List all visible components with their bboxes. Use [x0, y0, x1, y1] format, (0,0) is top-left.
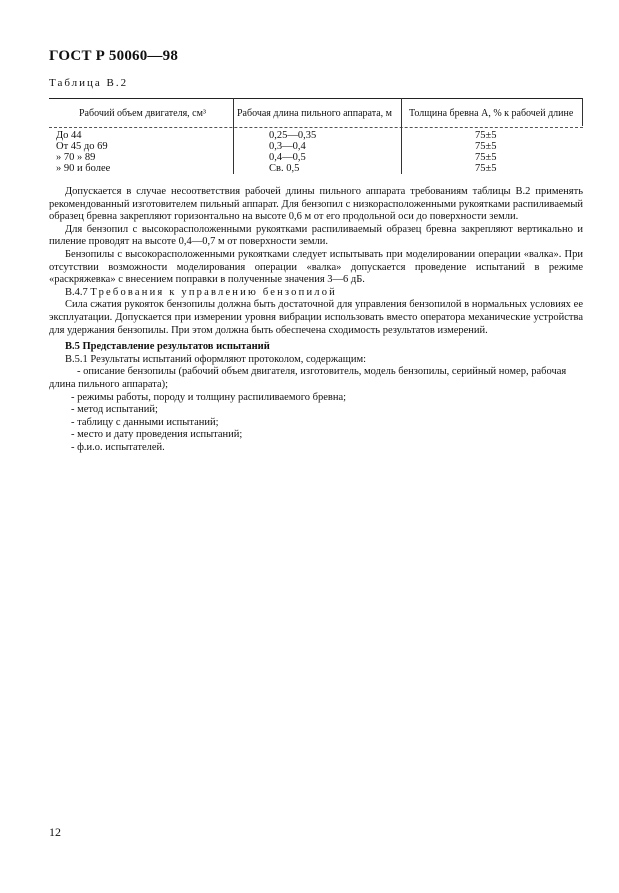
data-table — [49, 96, 583, 176]
table-cell: » 90 и более — [56, 163, 111, 174]
table-cell: До 44 — [56, 130, 82, 141]
table-top-rule — [49, 98, 583, 99]
table-cell: От 45 до 69 — [56, 141, 108, 152]
table-caption: Таблица В.2 — [49, 77, 129, 89]
table-cell: Св. 0,5 — [269, 163, 300, 174]
table-cell: 75±5 — [475, 130, 497, 141]
list-item: - таблицу с данными испытаний; — [71, 416, 219, 428]
table-header-engine-volume: Рабочий объем двигателя, см³ — [79, 108, 206, 119]
protocol-contents-list — [49, 366, 583, 454]
table-cell: 75±5 — [475, 152, 497, 163]
table-column-divider — [582, 98, 583, 126]
table-cell: 0,3—0,4 — [269, 141, 306, 152]
body-text — [49, 186, 583, 454]
paragraph-handle-grip: Сила сжатия рукояток бензопилы должна быть достаточной для управления бензопилой в нормальных условиях ее эксплуатации. Допускается при измерении уровня вибрации использовать вместо оператора механические устройства для удержания бензопилы. При этом должна быть обеспечена сходимость результатов измерений. — [49, 299, 583, 336]
list-item: - режимы работы, породу и толщину распиливаемого бревна; — [71, 391, 347, 403]
table-row — [49, 163, 583, 175]
list-item: - место и дату проведения испытаний; — [71, 429, 243, 441]
section-number: В.4.7 — [65, 286, 88, 298]
section-heading-b5: В.5 Представление результатов испытаний — [65, 341, 270, 353]
section-title: Требования к управлению бензопилой — [90, 286, 337, 298]
page-number: 12 — [49, 825, 61, 839]
section-heading-b47 — [49, 287, 583, 300]
table-cell: 75±5 — [475, 141, 497, 152]
paragraph-log-length-deviation: Допускается в случае несоответствия рабочей длины пильного аппарата требованиям таблицы В.2 применять рекомендованный изготовителем пильный аппарат. Для бензопил с низкорасположенными рукоятками распиливаемый образец бревна закрепляют горизонтально на высоте 0,6 м от его продольной оси до поверхности земли. — [49, 186, 583, 223]
paragraph-felling-simulation: Бензопилы с высокорасположенными рукоятками следует испытывать при моделировании операции «валка». При отсутствии возможности моделирования операции «валка» допускается проведение испытаний в режиме «раскряжевка» с внесением поправки в полученные значения 3—6 дБ. — [49, 248, 583, 286]
paragraph-high-handles-mount: Для бензопил с высокорасположенными рукоятками распиливаемый образец бревна закрепляют вертикально и пиление проводят на высоте 0,4—0,7 м от поверхности земли. — [49, 223, 583, 248]
list-item: - описание бензопилы (рабочий объем двигателя, изготовитель, модель бензопилы, серийный номер, рабочая длина пильного аппарата); — [49, 366, 567, 390]
list-item: - метод испытаний; — [71, 404, 158, 416]
table-cell: 0,4—0,5 — [269, 152, 306, 163]
table-cell: 75±5 — [475, 163, 497, 174]
document-header: ГОСТ Р 50060—98 — [49, 48, 179, 64]
table-cell: » 70 » 89 — [56, 152, 96, 163]
list-item: - ф.и.о. испытателей. — [71, 441, 165, 453]
table-header-rule — [49, 127, 583, 128]
table-cell: 0,25—0,35 — [269, 130, 317, 141]
table-header-log-thickness: Толщина бревна А, % к рабочей длине — [409, 108, 574, 119]
paragraph-protocol-intro: В.5.1 Результаты испытаний оформляют протоколом, содержащим: — [65, 353, 367, 365]
table-header-bar-length: Рабочая длина пильного аппарата, м — [237, 108, 392, 119]
